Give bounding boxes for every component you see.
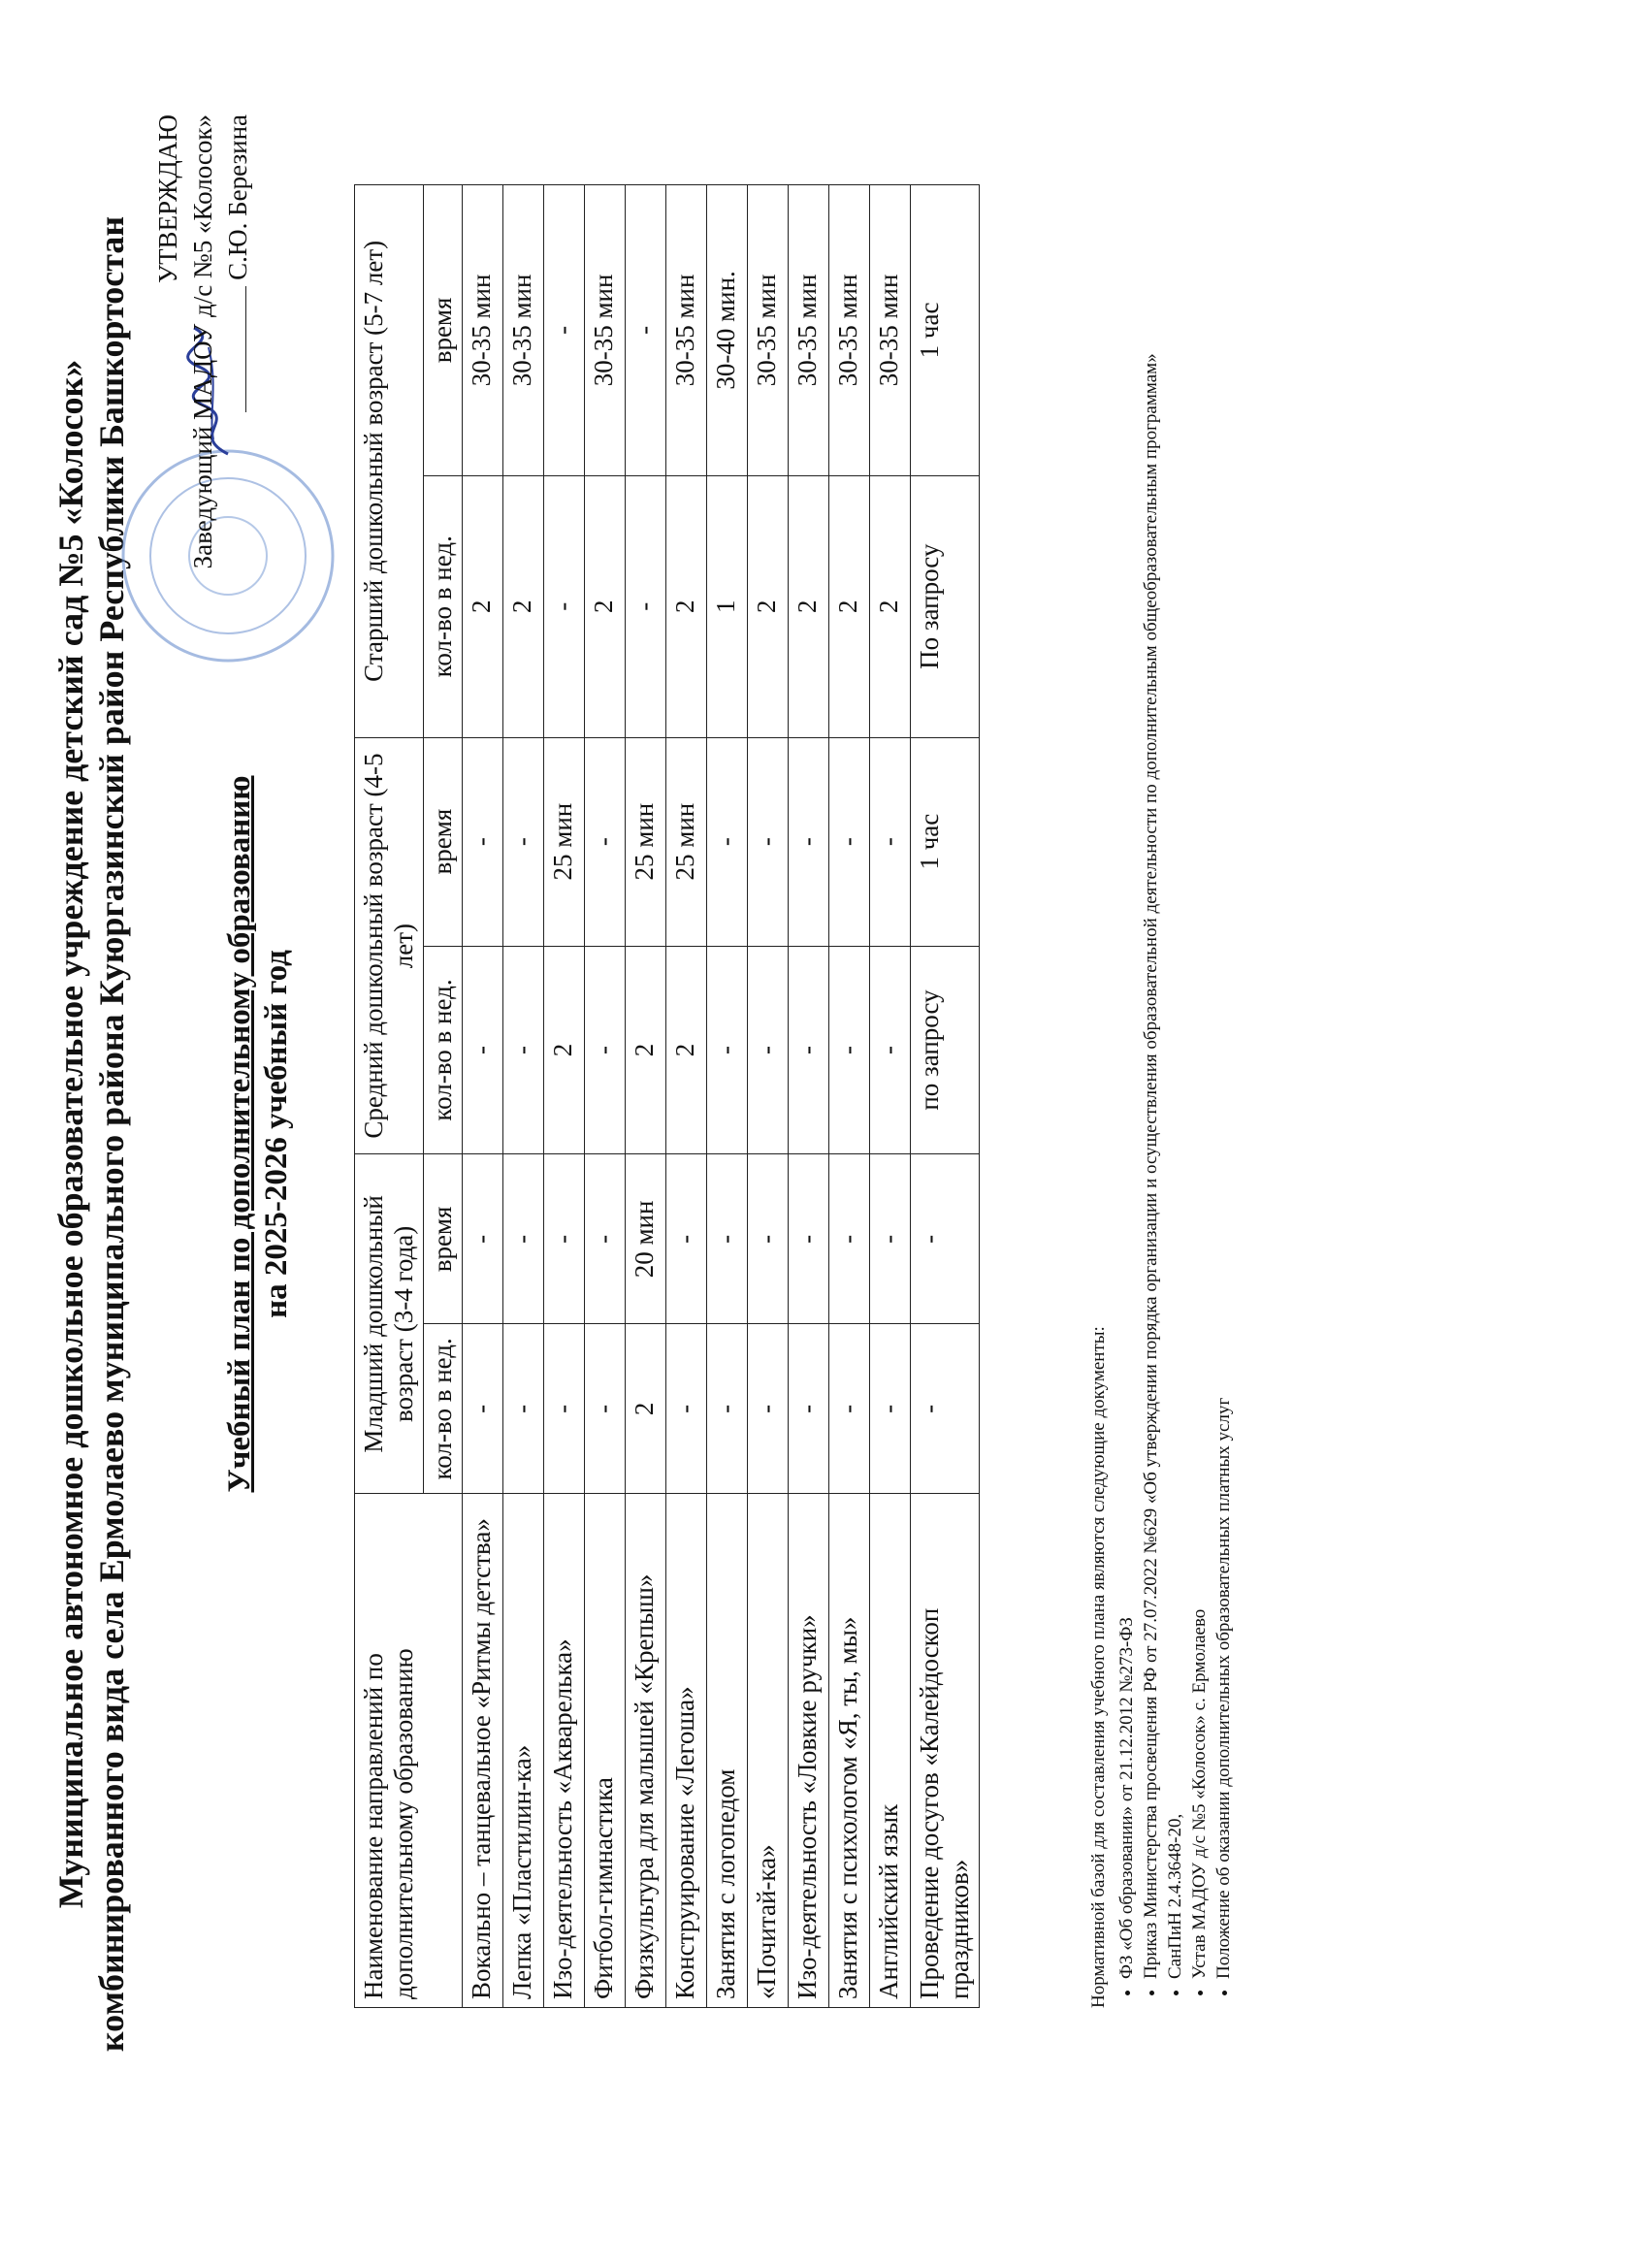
activity-name: Английский язык: [870, 1494, 911, 2008]
organization-header: [50, 0, 132, 2268]
junior-count: -: [463, 1324, 503, 1494]
junior-count: -: [666, 1324, 707, 1494]
activity-name: «Почитай-ка»: [748, 1494, 789, 2008]
middle-time: 25 мин: [544, 737, 585, 946]
activity-name: Физкультура для малышей «Крепыш»: [626, 1494, 666, 2008]
plan-title-line-2: на 2025-2026 учебный год: [259, 950, 294, 1318]
approval-label: УТВЕРЖДАЮ: [153, 114, 182, 284]
junior-time: -: [707, 1154, 748, 1324]
normative-list: [1115, 165, 1236, 2008]
middle-time: -: [748, 737, 789, 946]
junior-count: -: [748, 1324, 789, 1494]
list-item: • СанПиН 2.4.3648-20,: [1163, 165, 1187, 1979]
junior-time: -: [463, 1154, 503, 1324]
list-item: • Положение об оказании дополнительных образовательных платных услуг: [1212, 165, 1236, 1979]
subheader-count: кол-во в нед.: [424, 946, 463, 1154]
table-row: [666, 185, 707, 2008]
junior-count: -: [829, 1324, 870, 1494]
middle-count: -: [463, 946, 503, 1154]
activity-name: Лепка «Пластилин-ка»: [503, 1494, 544, 2008]
senior-time: 30-35 мин: [829, 185, 870, 476]
junior-time: -: [544, 1154, 585, 1324]
senior-time: 30-35 мин: [585, 185, 626, 476]
column-group-junior: Младший дошкольный возраст (3-4 года): [355, 1154, 424, 1494]
middle-time: 1 час: [911, 737, 980, 946]
junior-count: -: [911, 1324, 980, 1494]
list-item: • ФЗ «Об образовании» от 21.12.2012 №273-ФЗ: [1115, 165, 1139, 1979]
table-row: [829, 185, 870, 2008]
senior-time: -: [626, 185, 666, 476]
junior-time: -: [829, 1154, 870, 1324]
organization-line-2: комбинированного вида села Ермолаево муниципального района Куюргазинский район Республики Башкортостан: [92, 215, 131, 2053]
middle-count: -: [503, 946, 544, 1154]
junior-time: -: [911, 1154, 980, 1324]
activity-name: Фитбол-гимнастика: [585, 1494, 626, 2008]
junior-count: -: [707, 1324, 748, 1494]
senior-time: 30-35 мин: [666, 185, 707, 476]
senior-time: 30-35 мин: [503, 185, 544, 476]
activity-name: Изо-деятельность «Ловкие ручки»: [789, 1494, 829, 2008]
column-group-senior: Старший дошкольный возраст (5-7 лет): [355, 185, 424, 738]
list-item: • Устав МАДОУ д/с №5 «Колосок» с. Ермолаево: [1187, 165, 1212, 1979]
plan-title-line-1: Учебный план по дополнительному образованию: [222, 775, 257, 1493]
subheader-count: кол-во в нед.: [424, 1324, 463, 1494]
table-row: [870, 185, 911, 2008]
table-row: [748, 185, 789, 2008]
approval-name: С.Ю. Березина: [223, 114, 252, 280]
table-row: [503, 185, 544, 2008]
junior-time: -: [789, 1154, 829, 1324]
activity-name: Вокально – танцевальное «Ритмы детства»: [463, 1494, 503, 2008]
middle-count: -: [870, 946, 911, 1154]
senior-count: 2: [829, 475, 870, 737]
senior-count: 2: [666, 475, 707, 737]
middle-count: по запросу: [911, 946, 980, 1154]
middle-time: -: [463, 737, 503, 946]
curriculum-table: [354, 184, 980, 2008]
senior-count: 2: [503, 475, 544, 737]
list-item: • Приказ Министерства просвещения РФ от 27.07.2022 №629 «Об утверждении порядка организации и осуществления образовательной деятельности по дополнительным общеобразовательным программам»: [1139, 165, 1163, 1979]
plan-title: [221, 0, 295, 2268]
activity-name: Занятия с логопедом: [707, 1494, 748, 2008]
middle-time: 25 мин: [666, 737, 707, 946]
middle-time: -: [707, 737, 748, 946]
middle-time: 25 мин: [626, 737, 666, 946]
senior-count: 1: [707, 475, 748, 737]
senior-count: 2: [870, 475, 911, 737]
activity-name: Конструирование «Легоша»: [666, 1494, 707, 2008]
middle-time: -: [789, 737, 829, 946]
senior-time: 30-35 мин: [748, 185, 789, 476]
senior-count: -: [626, 475, 666, 737]
junior-time: -: [748, 1154, 789, 1324]
senior-count: 2: [463, 475, 503, 737]
junior-count: 2: [626, 1324, 666, 1494]
middle-count: -: [748, 946, 789, 1154]
activity-name: Изо-деятельность «Акварелька»: [544, 1494, 585, 2008]
table-row: [707, 185, 748, 2008]
senior-time: 30-35 мин: [870, 185, 911, 476]
junior-count: -: [503, 1324, 544, 1494]
middle-count: 2: [626, 946, 666, 1154]
activity-name: Проведение досугов «Калейдоскоп праздников»: [911, 1494, 980, 2008]
middle-time: -: [829, 737, 870, 946]
senior-time: 30-40 мин.: [707, 185, 748, 476]
table-row: [463, 185, 503, 2008]
organization-line-1: Муниципальное автономное дошкольное образовательное учреждение детский сад №5 «Колосок»: [51, 359, 90, 1909]
junior-time: -: [585, 1154, 626, 1324]
table-row: [789, 185, 829, 2008]
middle-time: -: [870, 737, 911, 946]
junior-count: -: [789, 1324, 829, 1494]
middle-time: -: [585, 737, 626, 946]
junior-time: -: [870, 1154, 911, 1324]
approval-position: Заведующий МАДОУ д/с №5 «Колосок»: [188, 114, 217, 569]
subheader-time: время: [424, 737, 463, 946]
middle-count: -: [829, 946, 870, 1154]
junior-count: -: [870, 1324, 911, 1494]
middle-count: 2: [666, 946, 707, 1154]
junior-time: -: [666, 1154, 707, 1324]
senior-time: 30-35 мин: [463, 185, 503, 476]
middle-time: -: [503, 737, 544, 946]
normative-lead: Нормативной базой для составления учебного плана являются следующие документы:: [1088, 1326, 1109, 2008]
middle-count: 2: [544, 946, 585, 1154]
senior-count: -: [544, 475, 585, 737]
senior-time: -: [544, 185, 585, 476]
table-row: [544, 185, 585, 2008]
subheader-time: время: [424, 185, 463, 476]
senior-count: 2: [585, 475, 626, 737]
middle-count: -: [707, 946, 748, 1154]
junior-time: -: [503, 1154, 544, 1324]
senior-count: По запросу: [911, 475, 980, 737]
table-row: [585, 185, 626, 2008]
senior-count: 2: [748, 475, 789, 737]
junior-count: -: [585, 1324, 626, 1494]
middle-count: -: [789, 946, 829, 1154]
table-row: [626, 185, 666, 2008]
subheader-count: кол-во в нед.: [424, 475, 463, 737]
table-row: [911, 185, 980, 2008]
senior-time: 30-35 мин: [789, 185, 829, 476]
senior-count: 2: [789, 475, 829, 737]
column-group-middle: Средний дошкольный возраст (4-5 лет): [355, 737, 424, 1154]
column-header-name: Наименование направлений по дополнительному образованию: [355, 1494, 463, 2008]
activity-name: Занятия с психологом «Я, ты, мы»: [829, 1494, 870, 2008]
junior-time: 20 мин: [626, 1154, 666, 1324]
normative-basis: [1086, 165, 1236, 2008]
senior-time: 1 час: [911, 185, 980, 476]
middle-count: -: [585, 946, 626, 1154]
subheader-time: время: [424, 1154, 463, 1324]
junior-count: -: [544, 1324, 585, 1494]
